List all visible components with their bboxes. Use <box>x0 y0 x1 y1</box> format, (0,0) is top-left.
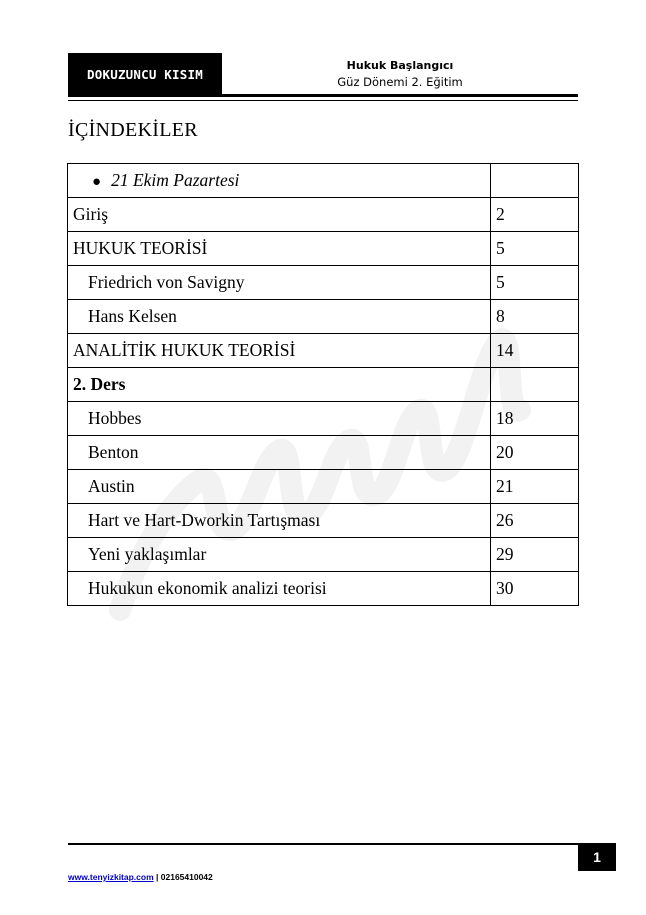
course-subtitle: Güz Dönemi 2. Eğitim <box>337 75 463 89</box>
toc-entry-label[interactable]: Yeni yaklaşımlar <box>68 538 491 572</box>
toc-entry-page: 20 <box>491 436 579 470</box>
page-number: 1 <box>593 849 601 865</box>
toc-entry-label[interactable]: Hart ve Hart-Dworkin Tartışması <box>68 504 491 538</box>
toc-entry-page: 21 <box>491 470 579 504</box>
toc-row[interactable] <box>68 300 579 334</box>
toc-page-cell <box>491 164 579 198</box>
toc-date-heading: 21 Ekim Pazartesi <box>111 170 240 190</box>
section-label-box <box>68 53 222 95</box>
toc-entry-page: 5 <box>491 232 579 266</box>
header-rule-thin <box>68 100 578 101</box>
footer-rule <box>68 843 580 845</box>
toc-row[interactable] <box>68 436 579 470</box>
toc-date-row <box>68 164 579 198</box>
toc-row[interactable] <box>68 334 579 368</box>
footer-contact <box>68 872 213 882</box>
page-number-box <box>578 843 616 871</box>
bullet-icon: ● <box>92 174 102 190</box>
toc-row[interactable] <box>68 402 579 436</box>
toc-entry-label[interactable]: HUKUK TEORİSİ <box>68 232 491 266</box>
toc-entry-label[interactable]: ANALİTİK HUKUK TEORİSİ <box>68 334 491 368</box>
toc-entry-label[interactable]: Hukukun ekonomik analizi teorisi <box>68 572 491 606</box>
toc-entry-label[interactable]: Austin <box>68 470 491 504</box>
website-link[interactable]: www.tenyizkitap.com <box>68 872 154 882</box>
toc-entry-page: 29 <box>491 538 579 572</box>
toc-entry-page: 5 <box>491 266 579 300</box>
toc-date-cell <box>68 164 491 198</box>
toc-entry-label[interactable]: Benton <box>68 436 491 470</box>
toc-entry-page <box>491 368 579 402</box>
toc-entry-page: 18 <box>491 402 579 436</box>
toc-table <box>67 163 579 606</box>
course-header <box>300 58 500 90</box>
toc-entry-label[interactable]: Friedrich von Savigny <box>68 266 491 300</box>
toc-entry-label[interactable]: Giriş <box>68 198 491 232</box>
toc-row[interactable] <box>68 470 579 504</box>
toc-row[interactable] <box>68 198 579 232</box>
toc-row[interactable] <box>68 504 579 538</box>
toc-entry-page: 30 <box>491 572 579 606</box>
toc-entry-page: 2 <box>491 198 579 232</box>
footer-separator: | <box>153 872 161 882</box>
toc-entry-label[interactable]: 2. Ders <box>68 368 491 402</box>
toc-row[interactable] <box>68 266 579 300</box>
toc-title: İÇİNDEKİLER <box>68 119 198 141</box>
section-label: DOKUZUNCU KISIM <box>87 66 203 82</box>
toc-row[interactable] <box>68 572 579 606</box>
toc-row[interactable] <box>68 538 579 572</box>
toc-row[interactable] <box>68 368 579 402</box>
toc-entry-page: 14 <box>491 334 579 368</box>
toc-entry-page: 8 <box>491 300 579 334</box>
toc-row[interactable] <box>68 232 579 266</box>
toc-entry-page: 26 <box>491 504 579 538</box>
toc-entry-label[interactable]: Hobbes <box>68 402 491 436</box>
header-rule-thick <box>68 94 578 97</box>
toc-entry-label[interactable]: Hans Kelsen <box>68 300 491 334</box>
phone-number: 02165410042 <box>160 872 213 882</box>
course-title: Hukuk Başlangıcı <box>346 59 454 72</box>
